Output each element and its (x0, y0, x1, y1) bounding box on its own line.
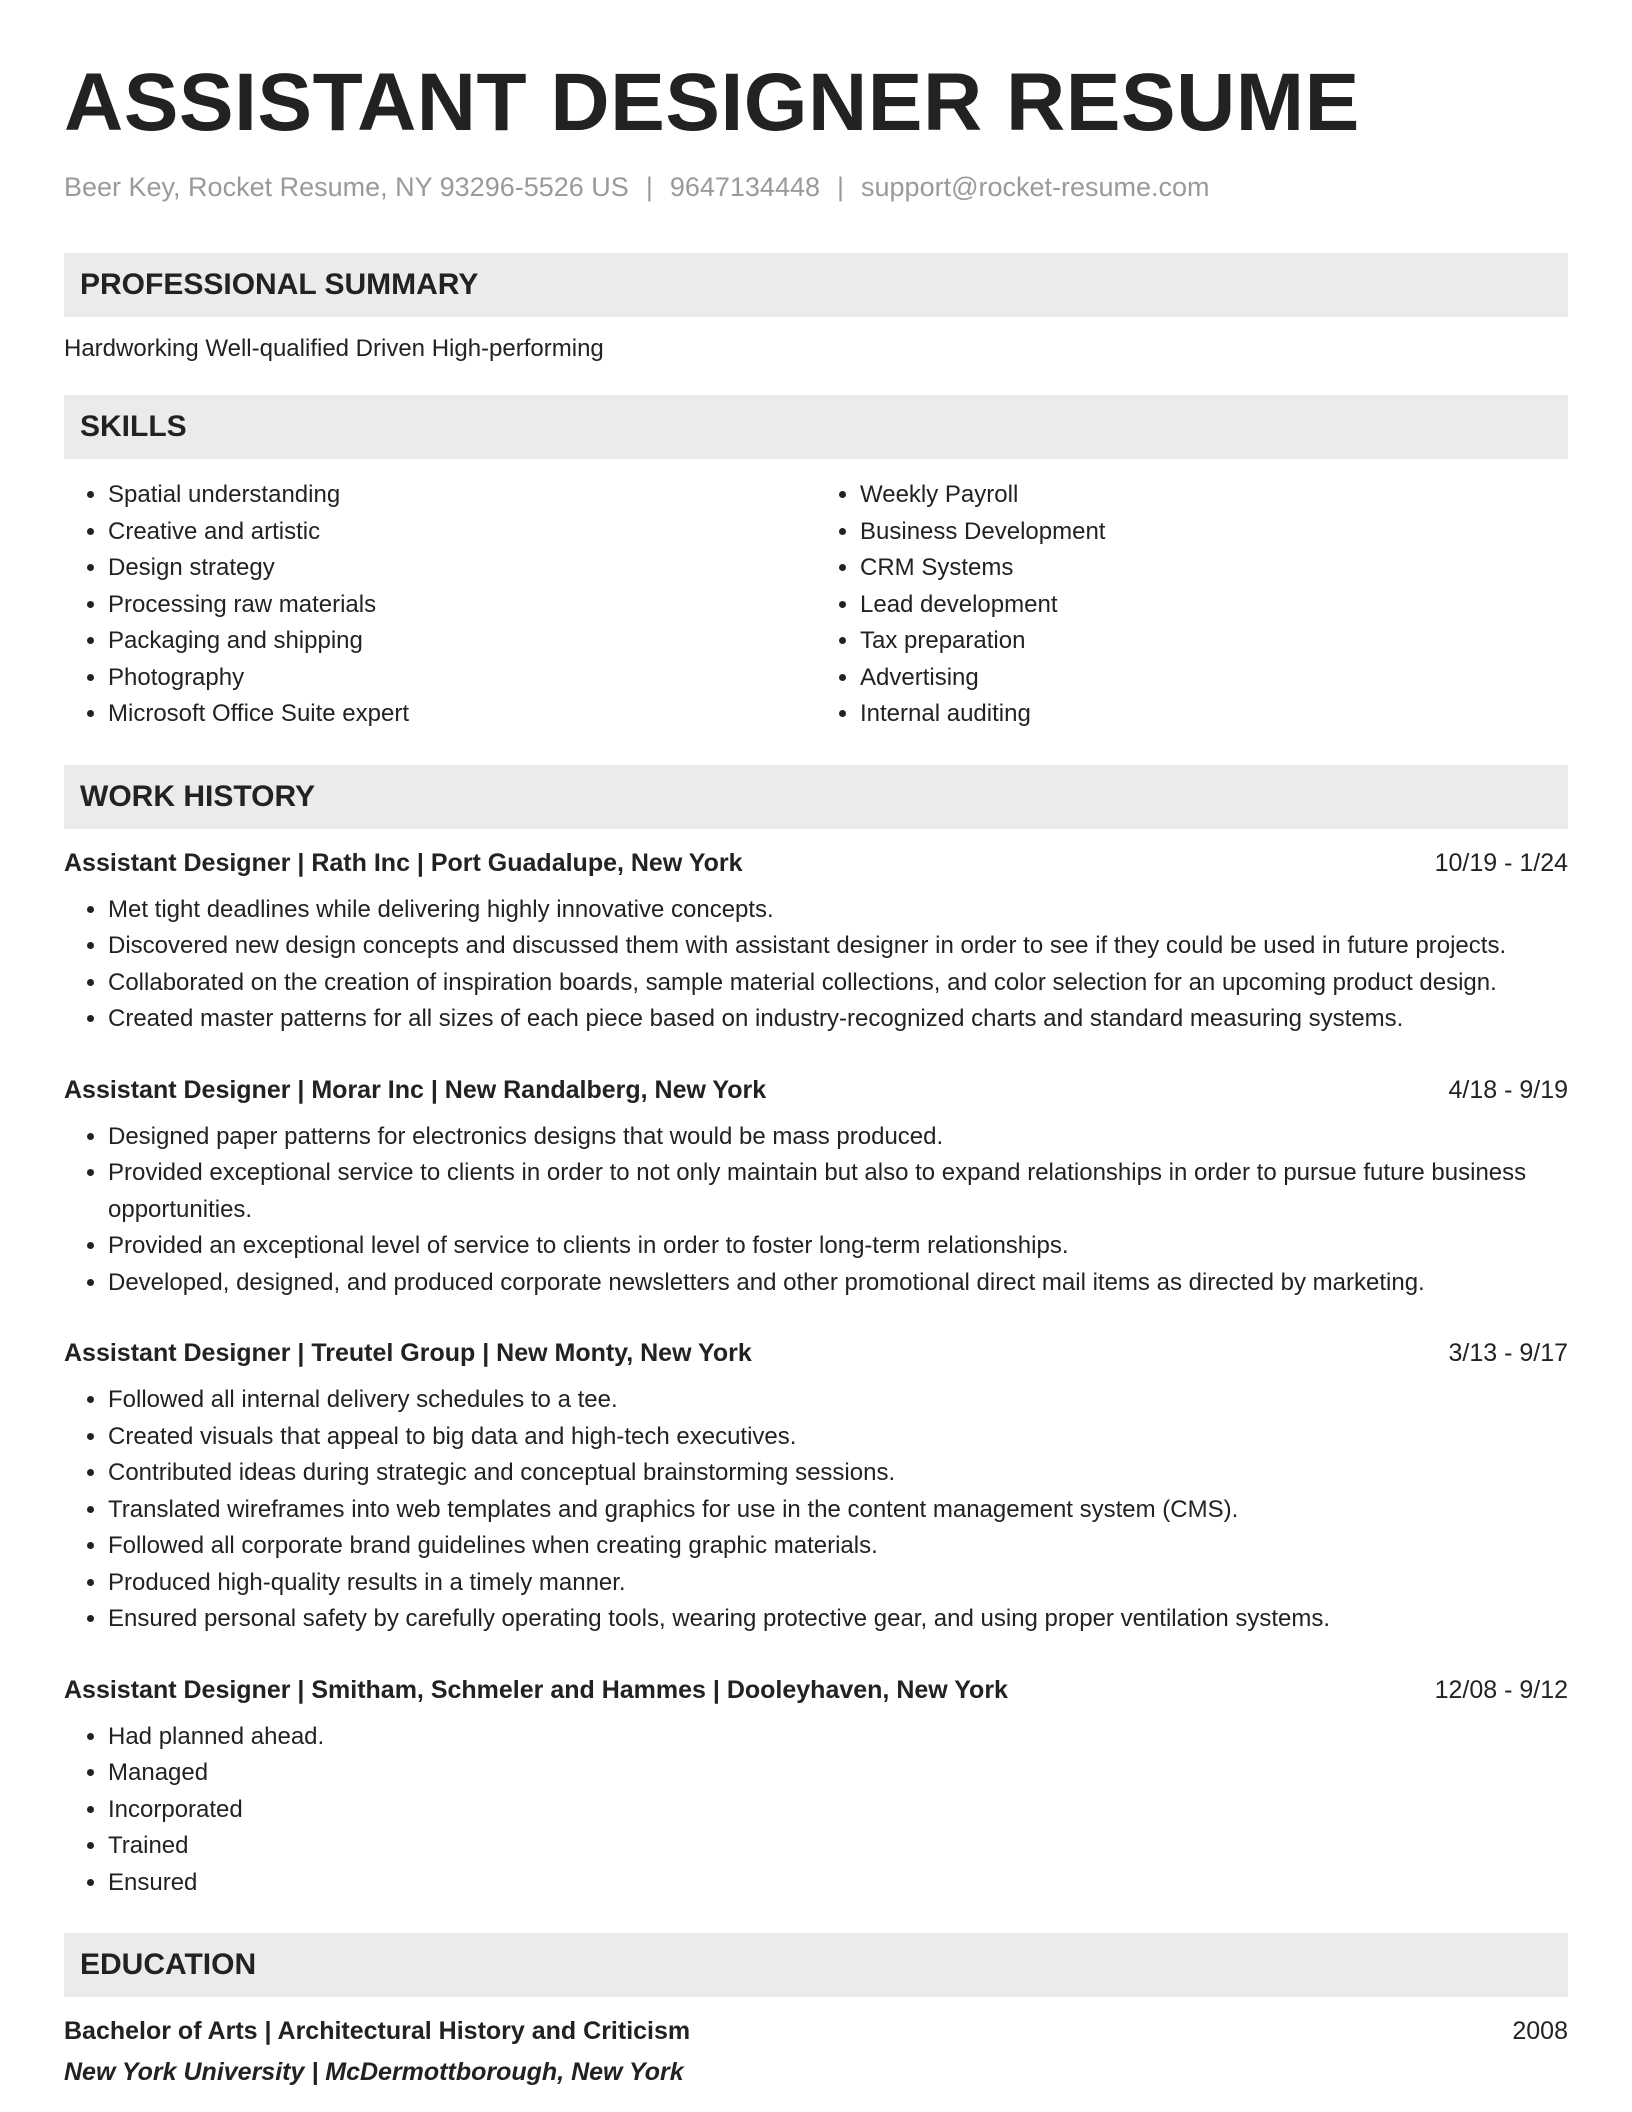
job-bullet: • Followed all corporate brand guidelines when creating graphic materials. (108, 1528, 1568, 1565)
summary-text: Hardworking Well-qualified Driven High-performing (64, 335, 604, 362)
skill-item: • Creative and artistic (108, 514, 816, 551)
job-entry (64, 1676, 1568, 1902)
job-bullet: • Developed, designed, and produced corporate newsletters and other promotional direct mail items as directed by marketing. (108, 1265, 1568, 1302)
job-bullet: • Created visuals that appeal to big data and high-tech executives. (108, 1419, 1568, 1456)
job-header (64, 849, 1568, 878)
skill-item: • Microsoft Office Suite expert (108, 696, 816, 733)
skill-item: • Processing raw materials (108, 587, 816, 624)
job-bullet: • Provided an exceptional level of service to clients in order to foster long-term relationships. (108, 1228, 1568, 1265)
work-heading: WORK HISTORY (64, 765, 1568, 829)
page-title: ASSISTANT DESIGNER RESUME (64, 57, 1360, 148)
skill-item: • Design strategy (108, 550, 816, 587)
job-dates: 10/19 - 1/24 (1434, 848, 1568, 877)
contact-address: Beer Key, Rocket Resume, NY 93296-5526 US (64, 172, 629, 202)
job-bullet: • Contributed ideas during strategic and conceptual brainstorming sessions. (108, 1455, 1568, 1492)
job-bullet: • Trained (108, 1828, 1568, 1865)
job-bullet: • Managed (108, 1755, 1568, 1792)
job-entry (64, 849, 1568, 1038)
job-title: Assistant Designer | Treutel Group | New Monty, New York (64, 1339, 752, 1367)
contact-line (64, 172, 1568, 203)
education-degree: Bachelor of Arts | Architectural History and Criticism (64, 2017, 691, 2045)
contact-separator: | (645, 172, 653, 202)
skills-list (64, 477, 1568, 733)
job-header (64, 1076, 1568, 1105)
job-bullet: • Ensured personal safety by carefully operating tools, wearing protective gear, and using proper ventilation systems. (108, 1601, 1568, 1638)
contact-email: support@rocket-resume.com (861, 172, 1210, 202)
education-header (64, 2017, 1568, 2046)
education-heading: EDUCATION (64, 1933, 1568, 1997)
job-dates: 12/08 - 9/12 (1434, 1675, 1568, 1704)
job-bullet: • Met tight deadlines while delivering highly innovative concepts. (108, 892, 1568, 929)
contact-phone: 9647134448 (669, 172, 820, 202)
job-bullet: • Created master patterns for all sizes of each piece based on industry-recognized charts and standard measuring systems. (108, 1001, 1568, 1038)
job-bullets (64, 892, 1568, 1038)
summary-heading: PROFESSIONAL SUMMARY (64, 253, 1568, 317)
job-header (64, 1676, 1568, 1705)
job-title: Assistant Designer | Morar Inc | New Randalberg, New York (64, 1075, 767, 1104)
contact-separator: | (837, 172, 845, 202)
job-bullets (64, 1382, 1568, 1638)
skill-item: • Spatial understanding (108, 477, 816, 514)
job-dates: 4/18 - 9/19 (1448, 1075, 1568, 1104)
job-dates: 3/13 - 9/17 (1448, 1339, 1568, 1367)
skill-item: • Lead development (860, 587, 1568, 624)
skills-heading: SKILLS (64, 395, 1568, 459)
skill-item: • Tax preparation (860, 623, 1568, 660)
job-bullet: • Incorporated (108, 1792, 1568, 1829)
job-bullet: • Had planned ahead. (108, 1719, 1568, 1756)
job-bullet: • Designed paper patterns for electronics designs that would be mass produced. (108, 1119, 1568, 1156)
job-bullet: • Followed all internal delivery schedules to a tee. (108, 1382, 1568, 1419)
job-entry (64, 1076, 1568, 1302)
job-title: Assistant Designer | Smitham, Schmeler and Hammes | Dooleyhaven, New York (64, 1675, 1008, 1704)
job-bullet: • Provided exceptional service to clients in order to not only maintain but also to expand relationships in order to pursue future business opportunities. (108, 1155, 1568, 1228)
skills-left-column (64, 477, 816, 733)
job-bullets (64, 1119, 1568, 1302)
skill-item: • Packaging and shipping (108, 623, 816, 660)
job-bullet: • Ensured (108, 1865, 1568, 1902)
job-bullet: • Discovered new design concepts and discussed them with assistant designer in order to see if they could be used in future projects. (108, 928, 1568, 965)
job-bullets (64, 1719, 1568, 1902)
job-bullet: • Translated wireframes into web templates and graphics for use in the content management system (CMS). (108, 1492, 1568, 1529)
skill-item: • Business Development (860, 514, 1568, 551)
job-bullet: • Collaborated on the creation of inspiration boards, sample material collections, and color selection for an upcoming product design. (108, 965, 1568, 1002)
job-title: Assistant Designer | Rath Inc | Port Guadalupe, New York (64, 848, 743, 877)
skill-item: • Weekly Payroll (860, 477, 1568, 514)
job-bullet: • Produced high-quality results in a timely manner. (108, 1565, 1568, 1602)
skill-item: • Photography (108, 660, 816, 697)
skill-item: • CRM Systems (860, 550, 1568, 587)
education-school: New York University | McDermottborough, New York (64, 2058, 684, 2086)
job-header (64, 1339, 1568, 1368)
skills-right-column (816, 477, 1568, 733)
job-entry (64, 1339, 1568, 1638)
education-year: 2008 (1512, 2017, 1568, 2045)
skill-item: • Advertising (860, 660, 1568, 697)
skill-item: • Internal auditing (860, 696, 1568, 733)
